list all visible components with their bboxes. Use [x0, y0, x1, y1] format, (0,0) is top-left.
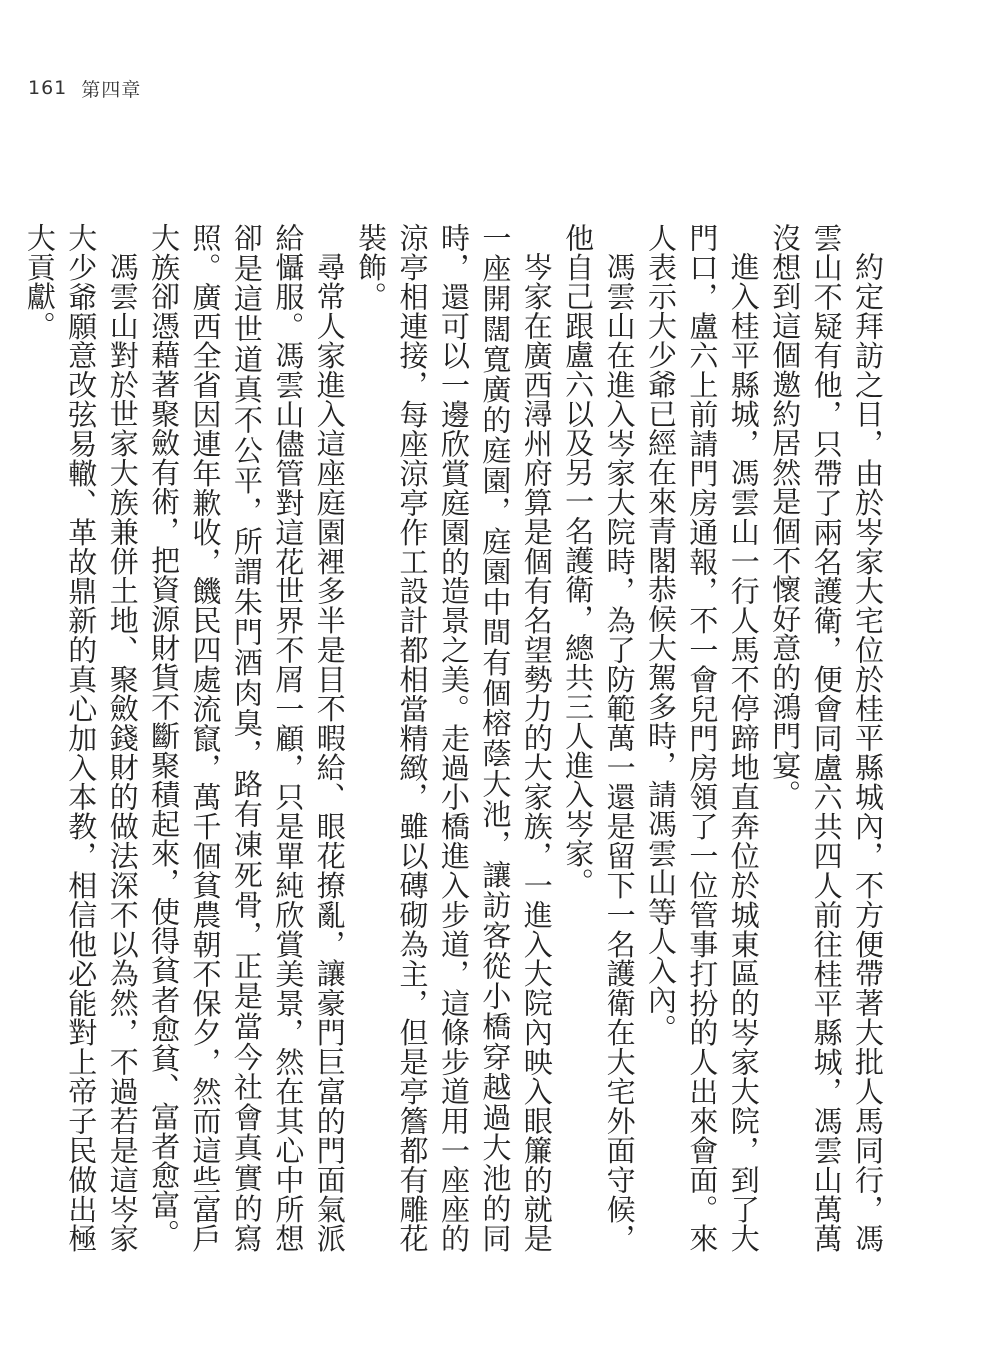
paragraph: 尋常人家進入這座庭園裡多半是目不暇給、眼花撩亂，讓豪門巨富的門面氣派給懾服。馮雲山儘管對這花世界不屑一顧，只是單純欣賞美景，然在其心中所想卻是這世道真不公平，所謂朱門酒肉臭，路有凍死骨，正是當今社會真實的寫照。廣西全省因連年歉收，饑民四處流竄，萬千個貧農朝不保夕，然而這些富戶大族卻憑藉著聚斂有術，把資源財貨不斷聚積起來，使得貧者愈貧、富者愈富。: [147, 223, 347, 1253]
paragraph: 岑家在廣西潯州府算是個有名望勢力的大家族，一進入大院內映入眼簾的就是一座開闊寬廣的庭園，庭園中間有個榕蔭大池，讓訪客從小橋穿越過大池的同時，還可以一邊欣賞庭園的造景之美。走過小橋進入步道，這條步道用一座座的涼亭相連接，每座涼亭作工設計都相當精緻，雖以磚砌為主，但是亭簷都有雕花裝飾。: [354, 223, 554, 1253]
paragraph: 進入桂平縣城，馮雲山一行人馬不停蹄地直奔位於城東區的岑家大院，到了大門口，盧六上前請門房通報，不一會兒門房領了一位管事打扮的人出來會面。來人表示大少爺已經在來青閣恭候大駕多時，請馮雲山等人入內。: [643, 223, 761, 1253]
body-text: [18, 223, 888, 1253]
paragraph: 約定拜訪之日，由於岑家大宅位於桂平縣城內，不方便帶著大批人馬同行，馮雲山不疑有他，只帶了兩名護衛，便會同盧六共四人前往桂平縣城，馮雲山萬萬沒想到這個邀約居然是個不懷好意的鴻門宴。: [768, 223, 885, 1253]
paragraph: 馮雲山在進入岑家大院時，為了防範萬一還是留下一名護衛在大宅外面守候，他自己跟盧六以及另一名護衛，總共三人進入岑家。: [561, 223, 637, 1253]
page-header: [28, 74, 141, 102]
paragraph: 馮雲山對於世家大族兼併土地、聚斂錢財的做法深不以為然，不過若是這岑家大少爺願意改弦易轍、革故鼎新的真心加入本教，相信他必能對上帝子民做出極大貢獻。: [22, 223, 140, 1253]
chapter-title: 第四章: [81, 78, 142, 101]
page-number: 161: [28, 77, 68, 99]
